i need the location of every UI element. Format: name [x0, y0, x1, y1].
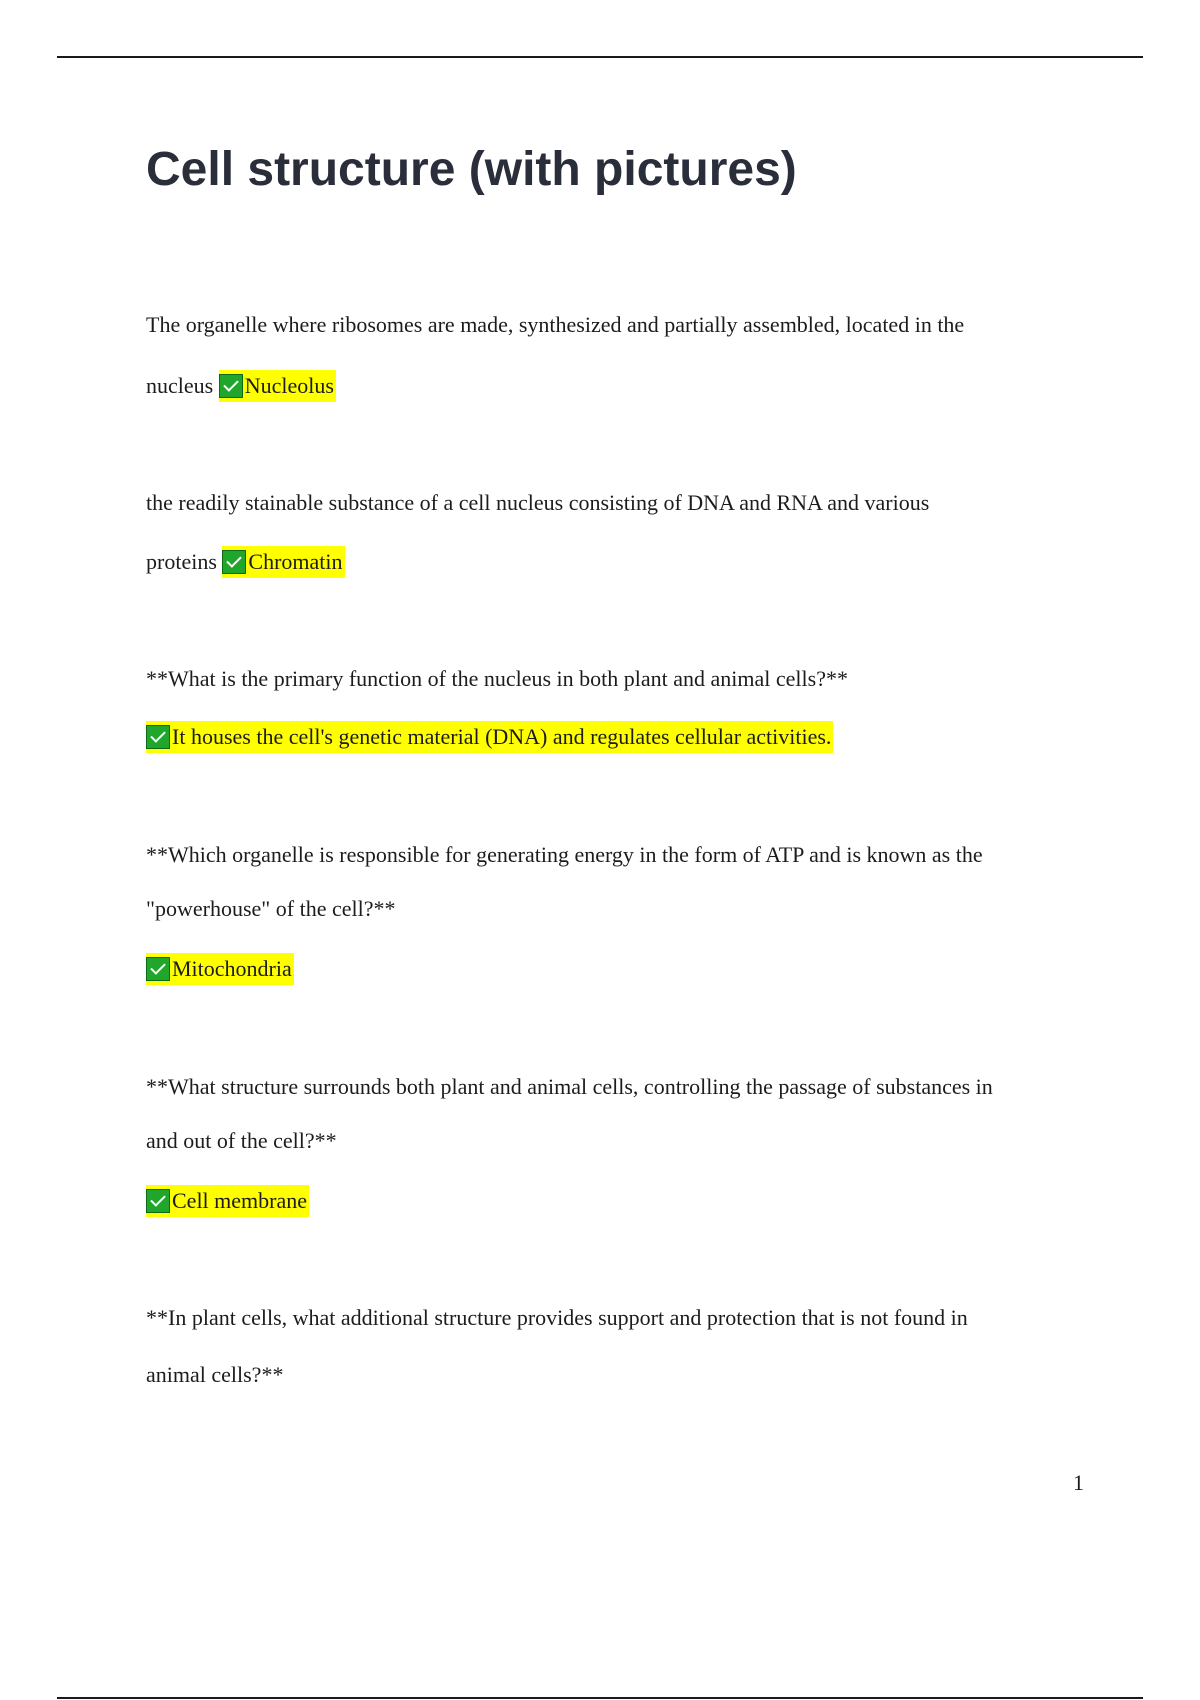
answer-line	[146, 953, 294, 983]
check-mark-icon	[146, 1189, 170, 1213]
answer-line	[146, 1185, 309, 1215]
question-text-line2: and out of the cell?**	[146, 1128, 337, 1153]
question-text: **Which organelle is responsible for generating energy in the form of ATP and is known as the	[146, 842, 983, 867]
question-text-line2: animal cells?**	[146, 1362, 284, 1387]
question-text: the readily stainable substance of a cell nucleus consisting of DNA and RNA and various	[146, 490, 930, 515]
answer-highlight	[219, 370, 336, 402]
question-text: **In plant cells, what additional structure provides support and protection that is not found in	[146, 1305, 968, 1330]
question-text: The organelle where ribosomes are made, synthesized and partially assembled, located in the	[146, 312, 965, 337]
question-text-line2	[146, 370, 336, 400]
answer-highlight	[146, 1185, 309, 1217]
answer-highlight	[146, 721, 833, 753]
page-title: Cell structure (with pictures)	[146, 143, 797, 196]
answer-highlight	[222, 546, 344, 578]
question-text-line2	[146, 546, 345, 576]
question-prefix: proteins	[146, 549, 217, 574]
question-text-line2: "powerhouse" of the cell?**	[146, 896, 396, 921]
answer-text: Cell membrane	[172, 1188, 308, 1213]
check-mark-icon	[146, 725, 170, 749]
question-text: **What structure surrounds both plant and animal cells, controlling the passage of substances in	[146, 1074, 993, 1099]
answer-line	[146, 721, 833, 751]
question-text: **What is the primary function of the nucleus in both plant and animal cells?**	[146, 666, 848, 691]
check-mark-icon	[146, 957, 170, 981]
check-mark-icon	[219, 374, 243, 398]
check-mark-icon	[222, 550, 246, 574]
answer-text: Nucleolus	[244, 373, 334, 398]
answer-text: It houses the cell's genetic material (DNA) and regulates cellular activities.	[172, 724, 832, 749]
answer-highlight	[146, 953, 294, 985]
question-prefix: nucleus	[146, 373, 214, 398]
answer-text: Chromatin	[248, 549, 343, 574]
page-number: 1	[1073, 1470, 1084, 1495]
answer-text: Mitochondria	[172, 956, 292, 981]
top-rule	[57, 56, 1143, 58]
bottom-rule	[57, 1697, 1143, 1699]
